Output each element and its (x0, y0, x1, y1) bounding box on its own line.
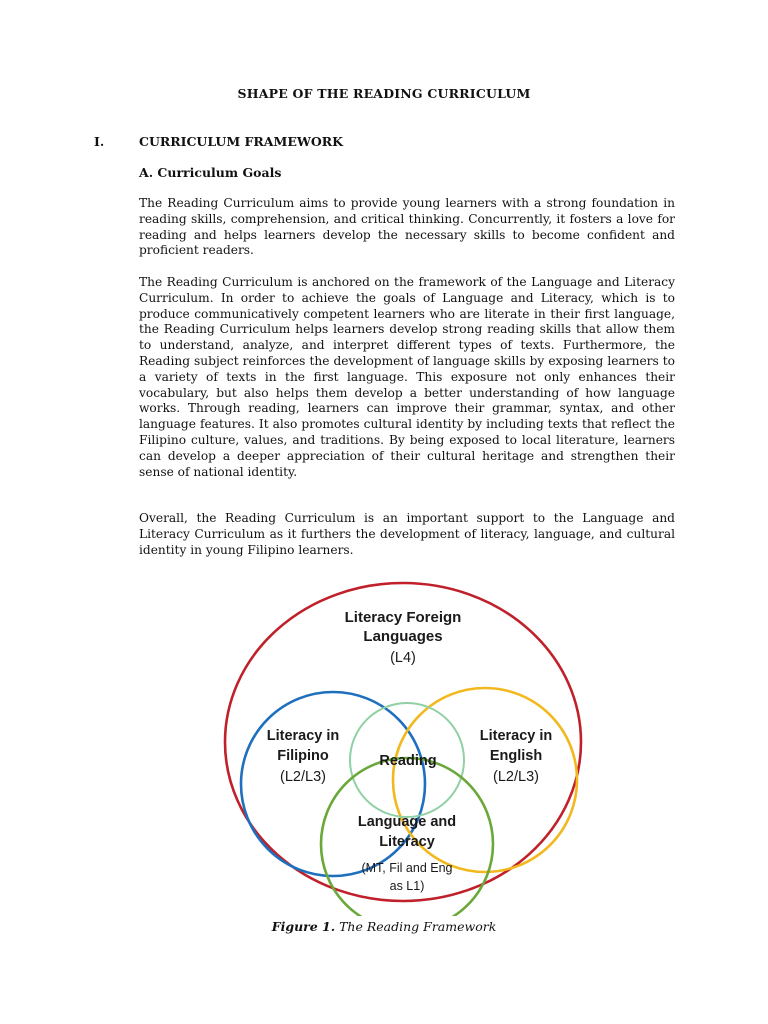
outer-label-line3: (L4) (390, 650, 416, 666)
language-label-line1: Language and (357, 814, 457, 830)
outer-label-line1: Literacy Foreign (344, 609, 462, 626)
figure-caption (0, 919, 768, 934)
outer-label-line2: Languages (363, 628, 443, 645)
reading-framework-diagram (210, 576, 590, 916)
language-label-line2: Literacy (379, 834, 435, 850)
paragraph-overall: Overall, the Reading Curriculum is an important support to the Language and Literacy Curriculum as it furthers the development of literacy, language, and cultural identity in young Filipino learners. (139, 511, 675, 557)
filipino-label-line2: Filipino (277, 748, 329, 764)
section-number: I. (94, 134, 105, 149)
reading-label: Reading (379, 753, 437, 769)
document-title: SHAPE OF THE READING CURRICULUM (237, 86, 531, 101)
english-label-line2: English (489, 748, 543, 764)
paragraph-goals: The Reading Curriculum aims to provide young learners with a strong foundation in reading skills, comprehension, and critical thinking. Concurrently, it fosters a love for reading and helps learners develop the necessary skills to become confident and proficient readers. (139, 196, 675, 258)
english-label-line3: (L2/L3) (493, 769, 539, 785)
language-label-line3: (MT, Fil and Eng (361, 861, 453, 875)
figure-label: Figure 1. (271, 919, 336, 934)
english-label-line1: Literacy in (479, 728, 553, 744)
figure-caption-text: The Reading Framework (335, 919, 497, 934)
section-title: CURRICULUM FRAMEWORK (139, 134, 344, 149)
subsection-heading: A. Curriculum Goals (139, 165, 282, 180)
filipino-label-line1: Literacy in (266, 728, 340, 744)
filipino-label-line3: (L2/L3) (280, 769, 326, 785)
language-label-line4: as L1) (389, 879, 425, 893)
paragraph-framework: The Reading Curriculum is anchored on the framework of the Language and Literacy Curriculum. In order to achieve the goals of Language and Literacy, which is to produce communicatively competent learners who are literate in their first language, the Reading Curriculum helps learners develop strong reading skills that allow them to understand, analyze, and interpret different types of texts. Furthermore, the Reading subject reinforces the development of language skills by exposing learners to a variety of texts in the first language. This exposure not only enhances their vocabulary, but also helps them develop a better understanding of how language works. Through reading, learners can improve their grammar, syntax, and other language features. It also promotes cultural identity by including texts that reflect the Filipino culture, values, and traditions. By being exposed to local literature, learners can develop a deeper appreciation of their cultural heritage and strengthen their sense of national identity. (139, 275, 675, 479)
